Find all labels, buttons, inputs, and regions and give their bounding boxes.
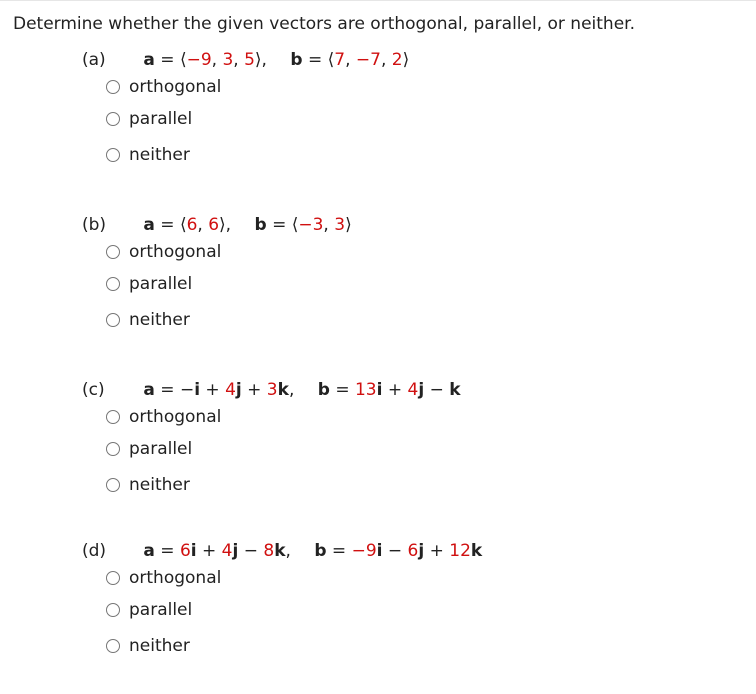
radio-button[interactable]: [106, 442, 120, 456]
part-label: (b): [82, 215, 107, 235]
radio-button[interactable]: [106, 148, 120, 162]
option-parallel[interactable]: parallel: [106, 266, 722, 302]
vector-a: a = −i + 4j + 3k,: [143, 380, 295, 400]
part-label: (d): [82, 541, 107, 561]
option-neither[interactable]: neither: [106, 628, 722, 664]
vector-a: a = 6i + 4j − 8k,: [143, 541, 291, 561]
part-label: (c): [82, 380, 105, 400]
radio-button[interactable]: [106, 80, 120, 94]
radio-button[interactable]: [106, 277, 120, 291]
part-c-options: [106, 403, 722, 503]
radio-button[interactable]: [106, 313, 120, 327]
option-parallel[interactable]: parallel: [106, 101, 722, 137]
top-divider: [0, 0, 756, 1]
option-parallel[interactable]: parallel: [106, 431, 722, 467]
part-d-options: [106, 564, 722, 664]
radio-button[interactable]: [106, 603, 120, 617]
radio-button[interactable]: [106, 410, 120, 424]
option-orthogonal[interactable]: orthogonal: [106, 238, 722, 266]
part-label: (a): [82, 50, 106, 70]
option-orthogonal[interactable]: orthogonal: [106, 564, 722, 592]
vector-a: a = ⟨−9, 3, 5⟩,: [143, 50, 267, 70]
radio-button[interactable]: [106, 112, 120, 126]
part-d-header: [82, 538, 722, 564]
instructions: Determine whether the given vectors are orthogonal, parallel, or neither.: [13, 14, 635, 34]
part-c: [82, 377, 722, 503]
option-parallel[interactable]: parallel: [106, 592, 722, 628]
radio-button[interactable]: [106, 571, 120, 585]
part-b-header: [82, 212, 722, 238]
vector-b: b = 13i + 4j − k: [317, 380, 461, 400]
vector-a: a = ⟨6, 6⟩,: [143, 215, 232, 235]
part-a: [82, 47, 722, 173]
vector-b: b = ⟨−3, 3⟩: [254, 215, 352, 235]
part-b: [82, 212, 722, 338]
option-neither[interactable]: neither: [106, 137, 722, 173]
option-orthogonal[interactable]: orthogonal: [106, 73, 722, 101]
radio-button[interactable]: [106, 639, 120, 653]
radio-button[interactable]: [106, 478, 120, 492]
part-b-options: [106, 238, 722, 338]
part-a-header: [82, 47, 722, 73]
radio-button[interactable]: [106, 245, 120, 259]
option-neither[interactable]: neither: [106, 467, 722, 503]
part-c-header: [82, 377, 722, 403]
vector-b: b = ⟨7, −7, 2⟩: [290, 50, 410, 70]
option-neither[interactable]: neither: [106, 302, 722, 338]
part-a-options: [106, 73, 722, 173]
part-d: [82, 538, 722, 664]
option-orthogonal[interactable]: orthogonal: [106, 403, 722, 431]
vector-b: b = −9i − 6j + 12k: [314, 541, 483, 561]
